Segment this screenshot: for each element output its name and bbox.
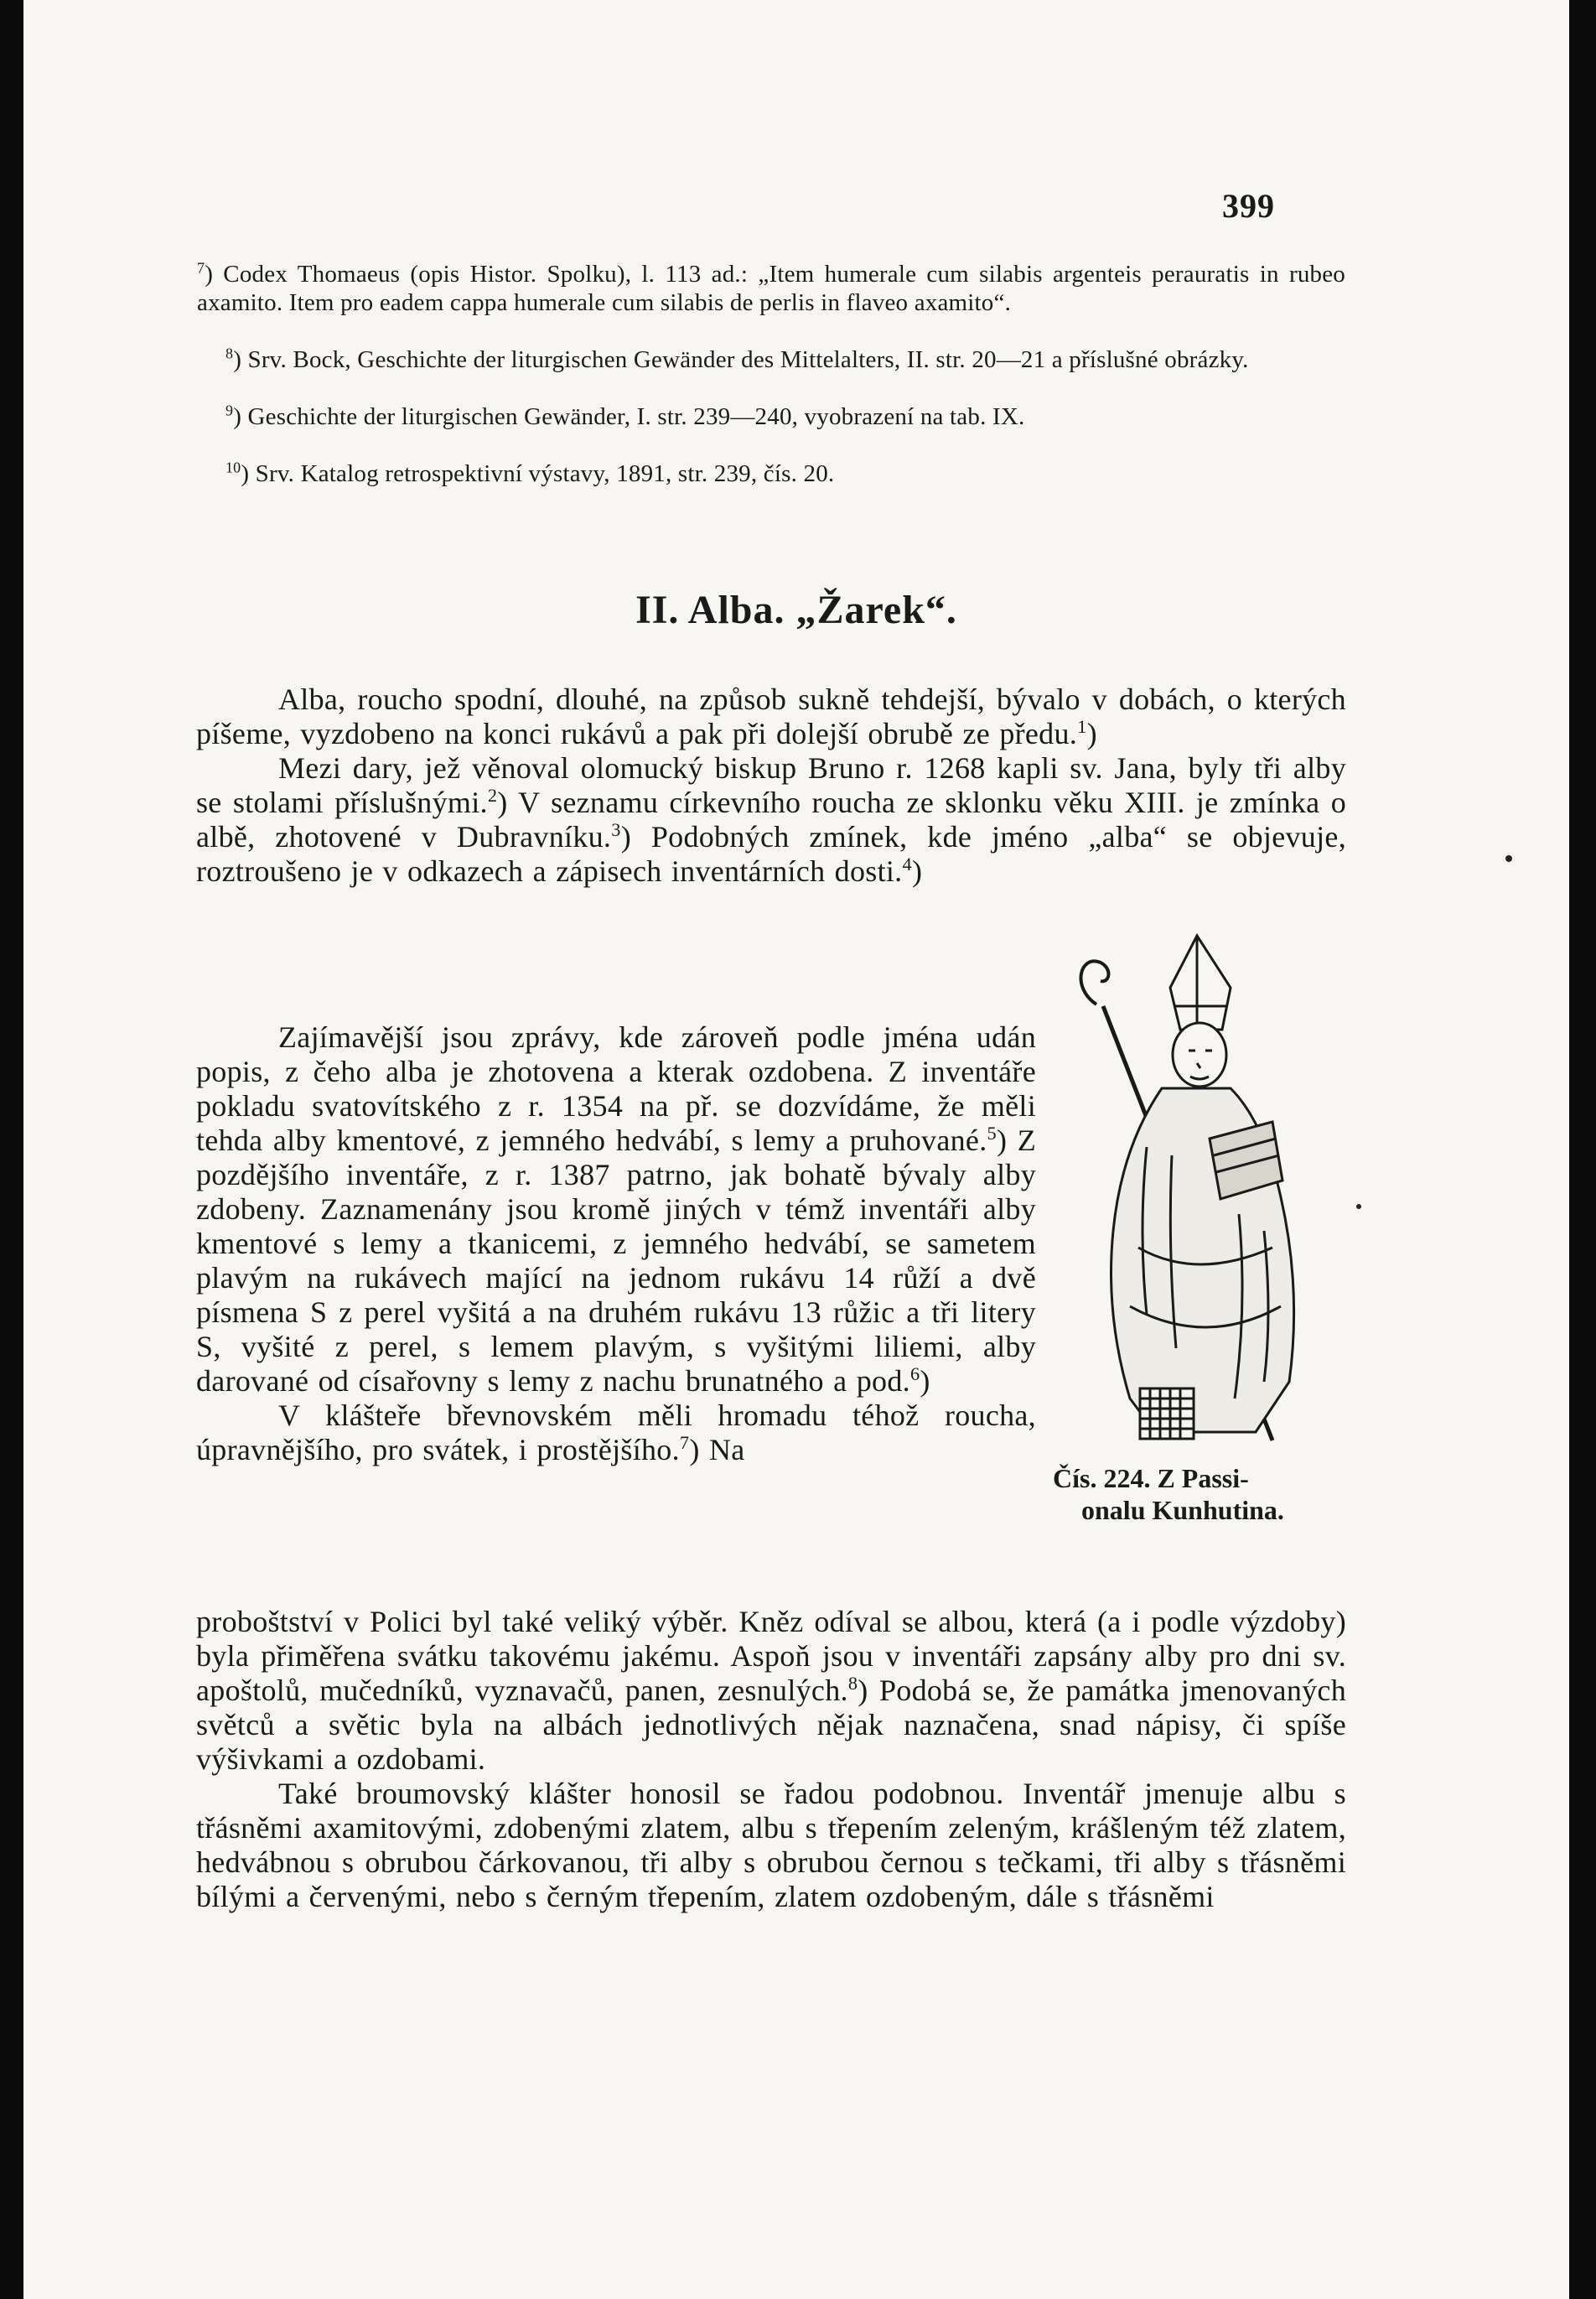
paragraph: V klášteře břevnovském měli hromadu téhož roucha, úpravnějšího, pro svátek, i prostějšího.$^7$) Na	[196, 1399, 1036, 1466]
figure-caption	[1053, 1462, 1338, 1526]
paragraph: Alba, roucho spodní, dlouhé, na způsob sukně tehdejší, bývalo v dobách, o kterých píšeme, vyzdobeno na konci rukávů a pak při dolejší obrubě ze předu.$^1$)	[196, 682, 1346, 750]
footnote-mark: 8	[225, 345, 234, 362]
print-speck	[1356, 1204, 1361, 1209]
paragraph: Také broumovský klášter honosil se řadou podobnou. Inventář jmenuje albu s třásněmi axamitovými, zdobenými zlatem, albu s třepením zeleným, krášleným též zlatem, hedvábnou s obrubou čárkovanou, tři alby s obrubou černou s tečkami, tři alby s třásněmi bílými a červenými, nebo s černým třepením, zlatem ozdobeným, dále s třásněmi	[196, 1777, 1346, 1913]
section-heading: II. Alba. „Žarek“.	[635, 588, 957, 632]
footnote-mark: 9	[225, 402, 234, 419]
footnote-text: ) Srv. Katalog retrospektivní výstavy, 1891, str. 239, čís. 20.	[241, 460, 835, 487]
body-bottom	[196, 1605, 1346, 1914]
body-narrow	[196, 1020, 1036, 1467]
footnote-mark: 7	[197, 259, 205, 277]
footnote-10	[197, 459, 1345, 488]
footnote-9	[197, 402, 1345, 431]
paragraph: Zajímavější jsou zprávy, kde zároveň podle jména udán popis, z čeho alba je zhotovena a kterak ozdobena. Z inventáře pokladu svatovítského z r. 1354 na př. se dozvídáme, že měli tehda alby kmentové, z jemného hedvábí, s lemy a pruhované.$^5$) Z pozdějšího inventáře, z r. 1387 patrno, jak bohatě bývaly alby zdobeny. Zaznamenány jsou kromě jiných v témž inventáři alby kmentové s lemy a tkanicemi, z jemného hedvábí, se sametem plavým na rukávech mající na jednom rukávu 14 růží a dvě písmena S z perel vyšitá a na druhém rukávu 13 růžic a tři litery S, vyšité z perel, s lemem plavým, s vyšitými liliemi, alby darované od císařovny s lemy z nachu brunatného a pod.$^6$)	[196, 1020, 1036, 1398]
paragraph: proboštství v Polici byl také veliký výběr. Kněz odíval se albou, která (a i podle výzdoby) byla přiměřena svátku takovému jakému. Aspoň jsou v inventáři zapsány alby pro dni sv. apoštolů, mučedníků, vyznavačů, panen, zesnulých.$^8$) Podobá se, že památka jmenovaných světců a světic byla na albách jednotlivých nějak naznačena, snad nápisy, či spíše výšivkami a ozdobami.	[196, 1605, 1347, 1776]
page	[23, 0, 1569, 2299]
caption-line: Čís. 224. Z Passi-	[1053, 1463, 1249, 1493]
print-speck	[1505, 855, 1512, 862]
footnote-text: ) Codex Thomaeus (opis Histor. Spolku), l. 113 ad.: „Item humerale cum silabis argenteis perauratis in rubeo axamito. Item pro eadem cappa humerale cum silabis de perlis in flaveo axamito“.	[197, 261, 1345, 316]
footnote-mark: 10	[225, 459, 241, 476]
body-top	[196, 682, 1346, 889]
footnote-text: ) Geschichte der liturgischen Gewänder, I. str. 239—240, vyobrazení na tab. IX.	[233, 403, 1025, 430]
footnote-7	[197, 260, 1345, 317]
footnote-text: ) Srv. Bock, Geschichte der liturgischen Gewänder des Mittelalters, II. str. 20—21 a příslušné obrázky.	[233, 346, 1249, 373]
bishop-saint-woodcut-icon	[1063, 929, 1340, 1459]
page-number: 399	[1222, 187, 1275, 225]
caption-line: onalu Kunhutina.	[1081, 1495, 1284, 1525]
paragraph: Mezi dary, jež věnoval olomucký biskup Bruno r. 1268 kapli sv. Jana, byly tři alby se stolami příslušnými.$^2$) V seznamu církevního roucha ze sklonku věku XIII. je zmínka o albě, zhotovené v Dubravníku.$^3$) Podobných zmínek, kde jméno „alba“ se objevuje, roztroušeno je v odkazech a zápisech inventárních dosti.$^4$)	[196, 751, 1347, 888]
footnote-8	[197, 345, 1345, 374]
